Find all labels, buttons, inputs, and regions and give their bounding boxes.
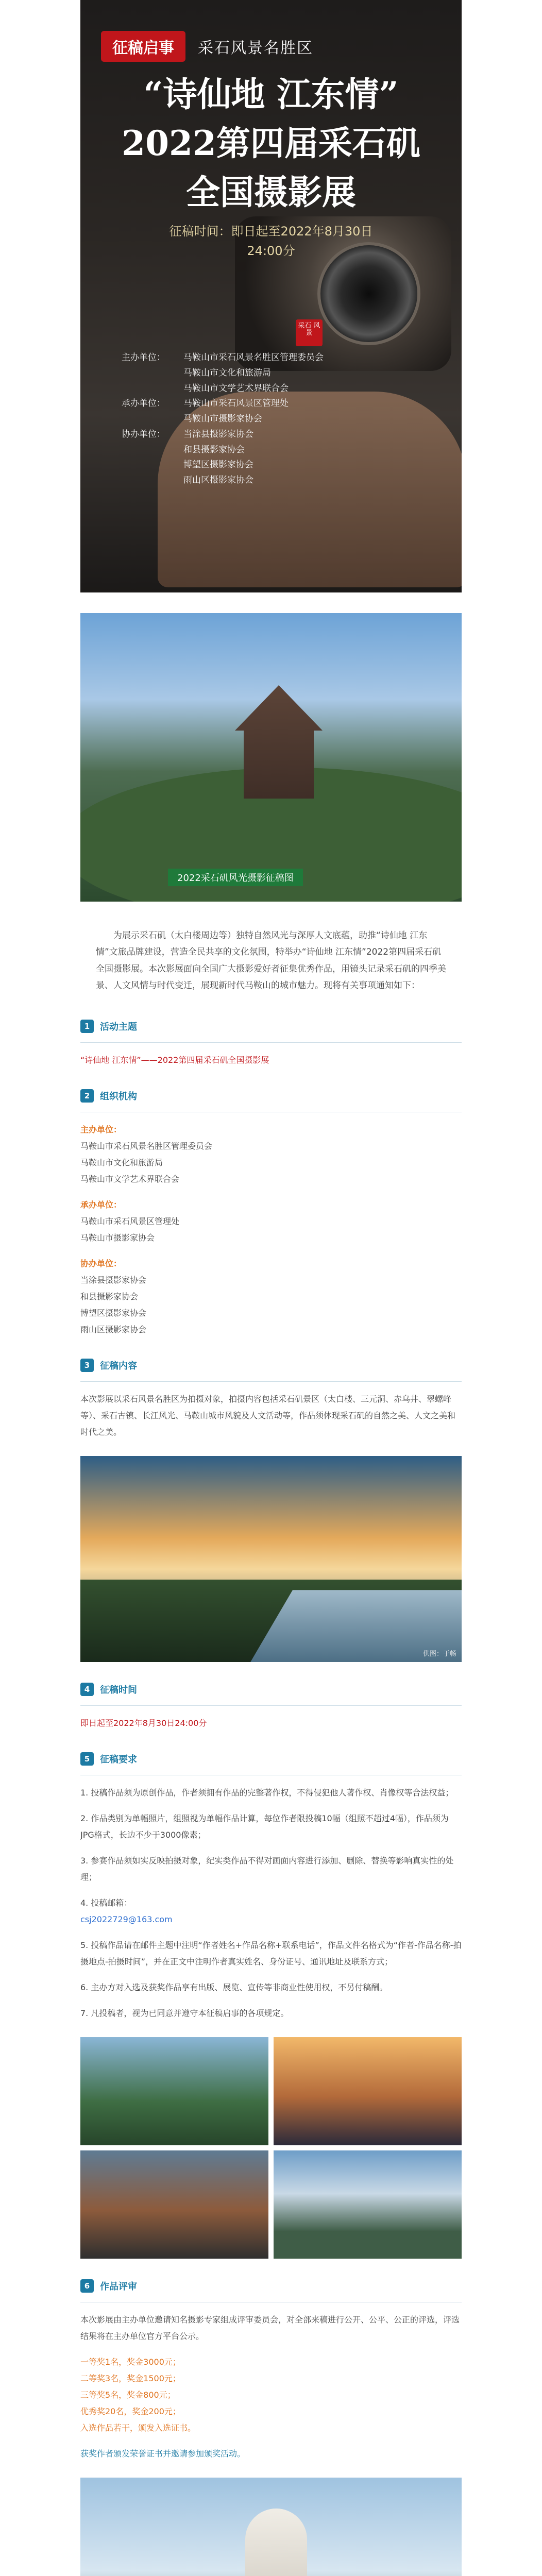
- hero-dates: [80, 222, 462, 261]
- award-item: 三等奖5名，奖金800元；: [80, 2390, 176, 2400]
- host-label: 主办单位：: [80, 1125, 122, 1135]
- grid-photo: [80, 2037, 268, 2145]
- hero-subtitle: 采石风景名胜区: [198, 39, 313, 57]
- sunset-photo: [80, 1456, 462, 1662]
- hero-tag: [101, 31, 313, 62]
- requirement-item: 4. 投稿邮箱：: [80, 1898, 132, 1908]
- hero-title-line2: 2022第四届采石矶: [122, 123, 420, 163]
- seal-stamp: 采石 风景: [296, 319, 323, 346]
- credit-row: 协办单位： 当涂县摄影家协会: [122, 429, 253, 439]
- section-number: 2: [80, 1089, 94, 1103]
- section-number: 4: [80, 1683, 94, 1696]
- photo-grid: [80, 2037, 462, 2259]
- requirement-item: 5. 投稿作品请在邮件主题中注明“作者姓名+作品名称+联系电话”，作品文件名格式为“作者-作品名称-拍摄地点-拍摄时间”，并在正文中注明作者真实姓名、身份证号、通讯地址及联系方式；: [80, 1940, 462, 1967]
- organizer-item: 马鞍山市摄影家协会: [80, 1233, 155, 1243]
- section-number: 6: [80, 2279, 94, 2293]
- credit-row: 雨山区摄影家协会: [183, 475, 253, 485]
- co-item: 雨山区摄影家协会: [80, 1325, 147, 1335]
- credit-row: 承办单位： 马鞍山市采石风景区管理处: [122, 398, 289, 409]
- credit-row: 主办单位： 马鞍山市采石风景名胜区管理委员会: [122, 352, 324, 363]
- content-text: 本次影展以采石风景名胜区为拍摄对象，拍摄内容包括采石矶景区（太白楼、三元洞、赤乌井、翠螺峰等）、采石古镇、长江风光、马鞍山城市风貌及人文活动等，作品须体现采石矶的自然之美、人文之美和时代之美。: [80, 1394, 456, 1437]
- credit-row: 博望区摄影家协会: [183, 460, 253, 470]
- section-label: 征稿要求: [100, 1754, 137, 1766]
- credit-row: 马鞍山市文学艺术界联合会: [183, 383, 289, 394]
- credit-row: 马鞍山市摄影家协会: [183, 414, 262, 424]
- host-item: 马鞍山市采石风景名胜区管理委员会: [80, 1141, 213, 1151]
- section-label: 征稿内容: [100, 1361, 137, 1372]
- hero-title-line3: 全国摄影展: [186, 172, 356, 212]
- section-header-review: [80, 2279, 462, 2293]
- hero-title-line1: “诗仙地 江东情”: [143, 74, 399, 114]
- section-label: 活动主题: [100, 1022, 137, 1033]
- co-label: 协办单位：: [80, 1259, 122, 1269]
- divider: [80, 1042, 462, 1043]
- host-item: 马鞍山市文学艺术界联合会: [80, 1174, 180, 1184]
- call-badge: 征稿启事: [101, 31, 185, 62]
- section-label: 作品评审: [100, 2281, 137, 2293]
- hero-dates-line2: 24:00分: [247, 244, 295, 259]
- statue-figure: [245, 2509, 307, 2576]
- hero-poster: [80, 0, 462, 592]
- time-text: 即日起至2022年8月30日24:00分: [80, 1718, 207, 1728]
- banner-photo: [80, 613, 462, 902]
- article-column: [80, 0, 462, 2576]
- organizer-label: 承办单位：: [80, 1200, 122, 1210]
- requirement-item: 7. 凡投稿者，视为已同意并遵守本征稿启事的各项规定。: [80, 2008, 289, 2019]
- divider: [80, 1705, 462, 1706]
- section-label: 征稿时间: [100, 1685, 137, 1696]
- section-header-theme: [80, 1020, 462, 1033]
- award-item: 一等奖1名，奖金3000元；: [80, 2357, 181, 2367]
- theme-text: “诗仙地 江东情”——2022第四届采石矶全国摄影展: [80, 1055, 269, 1065]
- requirement-item: 6. 主办方对入选及获奖作品享有出版、展览、宣传等非商业性使用权，不另付稿酬。: [80, 1982, 388, 1993]
- credit-row: 和县摄影家协会: [183, 444, 245, 455]
- review-text: 本次影展由主办单位邀请知名摄影专家组成评审委员会，对全部来稿进行公开、公平、公正的评选，评选结果将在主办单位官方平台公示。: [80, 2315, 460, 2342]
- section-label: 组织机构: [100, 1091, 137, 1103]
- section-number: 1: [80, 1020, 94, 1033]
- section-number: 5: [80, 1752, 94, 1766]
- award-item: 入选作品若干，颁发入选证书。: [80, 2423, 196, 2433]
- organizer-item: 马鞍山市采石风景区管理处: [80, 1216, 180, 1227]
- submission-email-link[interactable]: csj2022729@163.com: [80, 1914, 173, 1925]
- co-item: 当涂县摄影家协会: [80, 1275, 147, 1285]
- section-header-org: [80, 1089, 462, 1103]
- co-item: 和县摄影家协会: [80, 1292, 139, 1302]
- awards-note: 获奖作者颁发荣誉证书并邀请参加颁奖活动。: [80, 2449, 246, 2459]
- divider: [80, 1381, 462, 1382]
- co-item: 博望区摄影家协会: [80, 1308, 147, 1318]
- section-number: 3: [80, 1359, 94, 1372]
- host-item: 马鞍山市文化和旅游局: [80, 1158, 163, 1168]
- requirement-item: 3. 参赛作品须如实反映拍摄对象，纪实类作品不得对画面内容进行添加、删除、替换等影响真实性的处理；: [80, 1856, 454, 1883]
- requirement-item: 2. 作品类别为单幅照片，组照视为单幅作品计算，每位作者限投稿10幅（组照不超过4幅），作品须为JPG格式，长边不少于3000像素；: [80, 1814, 449, 1840]
- section-header-time: [80, 1683, 462, 1696]
- intro-paragraph: 为展示采石矶（太白楼周边等）独特自然风光与深厚人文底蕴，助推“诗仙地 江东情”文旅品牌建设，营造全民共享的文化氛围，特举办“诗仙地 江东情”2022第四届采石矶全国摄影展。本次影展面向全国广大摄影爱好者征集优秀作品，用镜头记录采石矶的四季美景、人文风情与时代变迁，展现新时代马鞍山的城市魅力。现将有关事项通知如下：: [96, 930, 446, 991]
- hero-credits: [122, 350, 410, 488]
- section-header-req: [80, 1752, 462, 1766]
- grid-photo: [274, 2037, 462, 2145]
- section-header-content: [80, 1359, 462, 1372]
- pavilion-shape: [235, 685, 323, 799]
- grid-photo: [80, 2150, 268, 2259]
- award-item: 二等奖3名，奖金1500元；: [80, 2374, 181, 2384]
- banner-caption: 2022采石矶风光摄影征稿图: [168, 869, 303, 886]
- statue-photo: [80, 2478, 462, 2576]
- requirement-item: 1. 投稿作品须为原创作品，作者须拥有作品的完整著作权，不得侵犯他人著作权、肖像权等合法权益；: [80, 1788, 454, 1798]
- photo-caption: 供图：于畅: [422, 1650, 456, 1658]
- award-item: 优秀奖20名，奖金200元；: [80, 2406, 181, 2417]
- credit-row: 马鞍山市文化和旅游局: [183, 367, 271, 378]
- grid-photo: [274, 2150, 462, 2259]
- hero-dates-line1: 征稿时间：即日起至2022年8月30日: [169, 224, 373, 239]
